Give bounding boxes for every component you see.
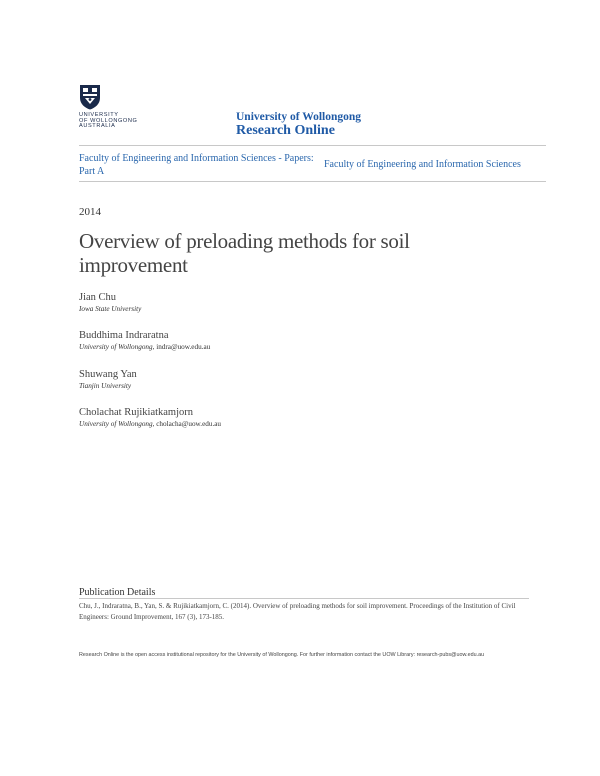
author-affiliation [79,381,479,391]
author-affiliation-text: Tianjin University [79,381,132,390]
publication-details-divider [79,598,529,599]
institution-name[interactable]: University of Wollongong [236,111,362,123]
author-affiliation [79,304,479,314]
repository-name[interactable]: Research Online [236,123,335,138]
logo-line-3: AUSTRALIA [79,123,116,130]
author-affiliation-text: University of Wollongong, [79,419,157,428]
author-entry [79,406,479,444]
publication-details-citation: Chu, J., Indraratna, B., Yan, S. & Rujikiatkamjorn, C. (2014). Overview of preloading methods for soil improvement. Proceedings of the Institution of Civil Engineers: Ground Improvement, 167 (3), 173-185. [79,602,516,621]
author-name: Shuwang Yan [79,368,137,380]
repository-footer-note: Research Online is the open access institutional repository for the University of Wollongong. For further information contact the UOW Library: research-pubs@uow.edu.au [79,652,485,658]
header-divider-bottom [79,181,546,182]
author-affiliation [79,419,479,429]
author-name: Jian Chu [79,292,117,303]
author-email[interactable]: indra@uow.edu.au [156,343,211,352]
author-name: Cholachat Rujikiatkamjorn [79,406,194,418]
collection-link-faculty[interactable]: Faculty of Engineering and Information Sciences [324,159,521,170]
author-entry [79,368,479,406]
author-email[interactable]: cholacha@uow.edu.au [156,419,222,428]
logo-line-1: UNIVERSITY [79,112,119,118]
author-entry [79,291,479,329]
article-title: Overview of preloading methods for soil improvement [79,229,410,277]
author-affiliation-text: Iowa State University [79,305,142,313]
logo-wordmark [79,113,149,130]
author-affiliation-text: University of Wollongong, [79,343,157,352]
author-entry [79,329,479,367]
publication-details-heading: Publication Details [79,587,156,598]
author-name: Buddhima Indraratna [79,330,169,342]
author-list [79,291,479,444]
publication-year: 2014 [79,206,101,218]
university-crest-icon [79,84,101,110]
collection-link-papers[interactable]: Faculty of Engineering and Information Sciences - Papers: Part A [79,153,314,177]
logo-line-2: OF WOLLONGONG [79,117,138,124]
university-logo[interactable] [79,84,149,136]
header-divider-top [79,145,546,146]
author-affiliation [79,342,479,352]
